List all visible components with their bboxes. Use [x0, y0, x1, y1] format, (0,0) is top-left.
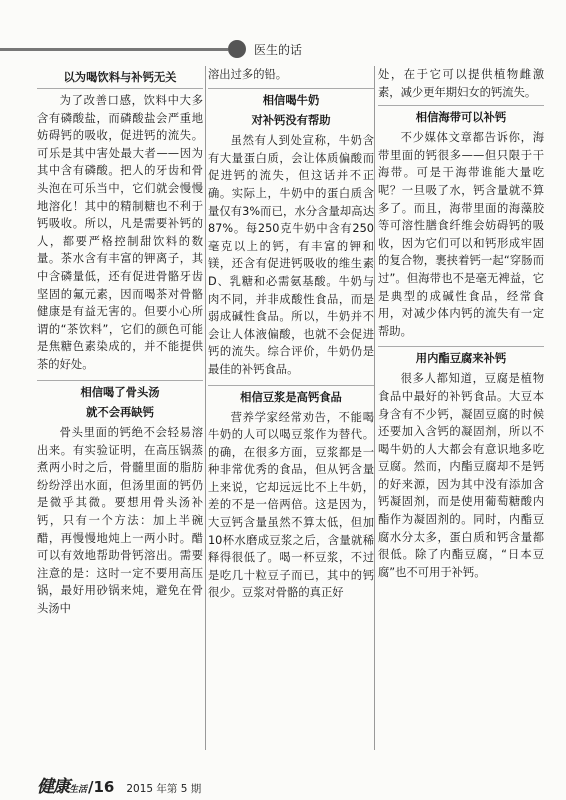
body-paragraph: 为了改善口感，饮料中大多含有磷酸盐，而磷酸盐会严重地妨碍钙的吸收，促进钙的流失。可乐是其中害处最大者——因为其中含有磷酸。把人的牙齿和骨头泡在可乐当中，它们就会慢慢地溶化！其中的精制糖也不利于钙吸收。所以，凡是需要补钙的人，都要严格控制甜饮料的数量。茶水含有丰富的钾离子，其中含磷量低，还有促进骨骼牙齿坚固的氟元素，因而喝茶对骨骼健康是有益无害的。但要小心所谓的“茶饮料”，它们的颜色可能是焦糖色素染成的，并不能提供茶的好处。 — [37, 94, 203, 371]
section-subheading: 对补钙没有帮助 — [251, 113, 331, 127]
continued-text: 处，在于它可以提供植物雌激素，减少更年期妇女的钙流失。 — [378, 68, 544, 99]
article-column-2 — [208, 66, 374, 766]
section-heading: 以为喝饮料与补钙无关 — [37, 69, 203, 89]
body-paragraph: 很多人都知道，豆腐是植物食品中最好的补钙食品。大豆本身含有不少钙，凝固豆腐的时候还要加入含钙的凝固剂，所以不喝牛奶的人大都会有意识地多吃豆腐。然而，内酯豆腐却不是钙的好来源，因为其中没有添加含钙凝固剂，而是使用葡萄糖酸内酯作为凝固剂的。同时，内酯豆腐水分太多，蛋白质和钙含量都很低。除了内酯豆腐，“日本豆腐”也不可用于补钙。 — [378, 372, 544, 579]
page-header — [0, 40, 566, 58]
article-column-1 — [37, 66, 203, 766]
magazine-logo: 健康生活 — [37, 777, 88, 797]
column-divider — [374, 66, 375, 750]
section-heading: 相信海带可以补钙 — [378, 105, 544, 126]
article-column-3 — [378, 66, 544, 766]
section-heading: 相信喝牛奶 — [208, 88, 374, 109]
section-subheading: 就不会再缺钙 — [86, 405, 154, 419]
section-heading: 用内酯豆腐来补钙 — [378, 346, 544, 367]
body-paragraph: 不少媒体文章都告诉你，海带里面的钙很多——但只限于干海带。可是干海带谁能大量吃呢？一旦吸了水，钙含量就不算多了。而且，海带里面的海藻胶等可溶性膳食纤维会妨碍钙的吸收，因为它们可以和钙形成牢固的复合物，裹挟着钙一起“穿肠而过”。但海带也不是毫无裨益，它是典型的成碱性食品，经常食用，对减少体内钙的流失有一定帮助。 — [378, 131, 544, 338]
section-heading: 相信豆浆是高钙食品 — [208, 385, 374, 406]
section-heading: 相信喝了骨头汤 — [37, 380, 203, 401]
page-number: /16 — [88, 778, 115, 796]
section-title: 医生的话 — [254, 43, 303, 57]
continued-text: 溶出过多的铅。 — [208, 68, 288, 81]
issue-label: 2015 年第 5 期 — [126, 783, 202, 795]
body-paragraph: 虽然有人到处宣称，牛奶含有大量蛋白质，会让体质偏酸而促进钙的流失，但这话并不正确。实际上，牛奶中的蛋白质含量仅有3%而已，水分含量却高达87%。每250克牛奶中含有250毫克以上的钙，有丰富的钾和镁，还含有促进钙吸收的维生素D、乳糖和必需氨基酸。牛奶与肉不同，并非成酸性食品，而是弱成碱性食品。所以，牛奶并不会让人体液偏酸，也就不会促进钙的流失。综合评价，牛奶仍是最佳的补钙食品。 — [208, 134, 374, 376]
body-paragraph: 营养学家经常劝告，不能喝牛奶的人可以喝豆浆作为替代。的确，在很多方面，豆浆都是一种非常优秀的食品，但从钙含量上来说，它却远远比不上牛奶，差的不是一倍两倍。这是因为，大豆钙含量虽然不算太低，但加10杯水磨成豆浆之后，含量就稀释得很低了。喝一杯豆浆，不过是吃几十粒豆子而已，其中的钙很少。豆浆对骨骼的真正好 — [208, 410, 374, 600]
body-paragraph: 骨头里面的钙绝不会轻易溶出来。有实验证明，在高压锅蒸煮两小时之后，骨髓里面的脂肪纷纷浮出水面，但汤里面的钙仍是微乎其微。要想用骨头汤补钙，只有一个方法：加上半碗醋，再慢慢地炖上一两小时。醋可以有效地帮助骨钙溶出。需要注意的是：这时一定不要用高压锅，最好用砂锅来炖，避免在骨头汤中 — [37, 426, 203, 616]
column-divider — [205, 66, 206, 750]
header-dot-icon — [228, 40, 246, 58]
header-rule — [0, 48, 228, 51]
page-footer — [37, 772, 202, 797]
